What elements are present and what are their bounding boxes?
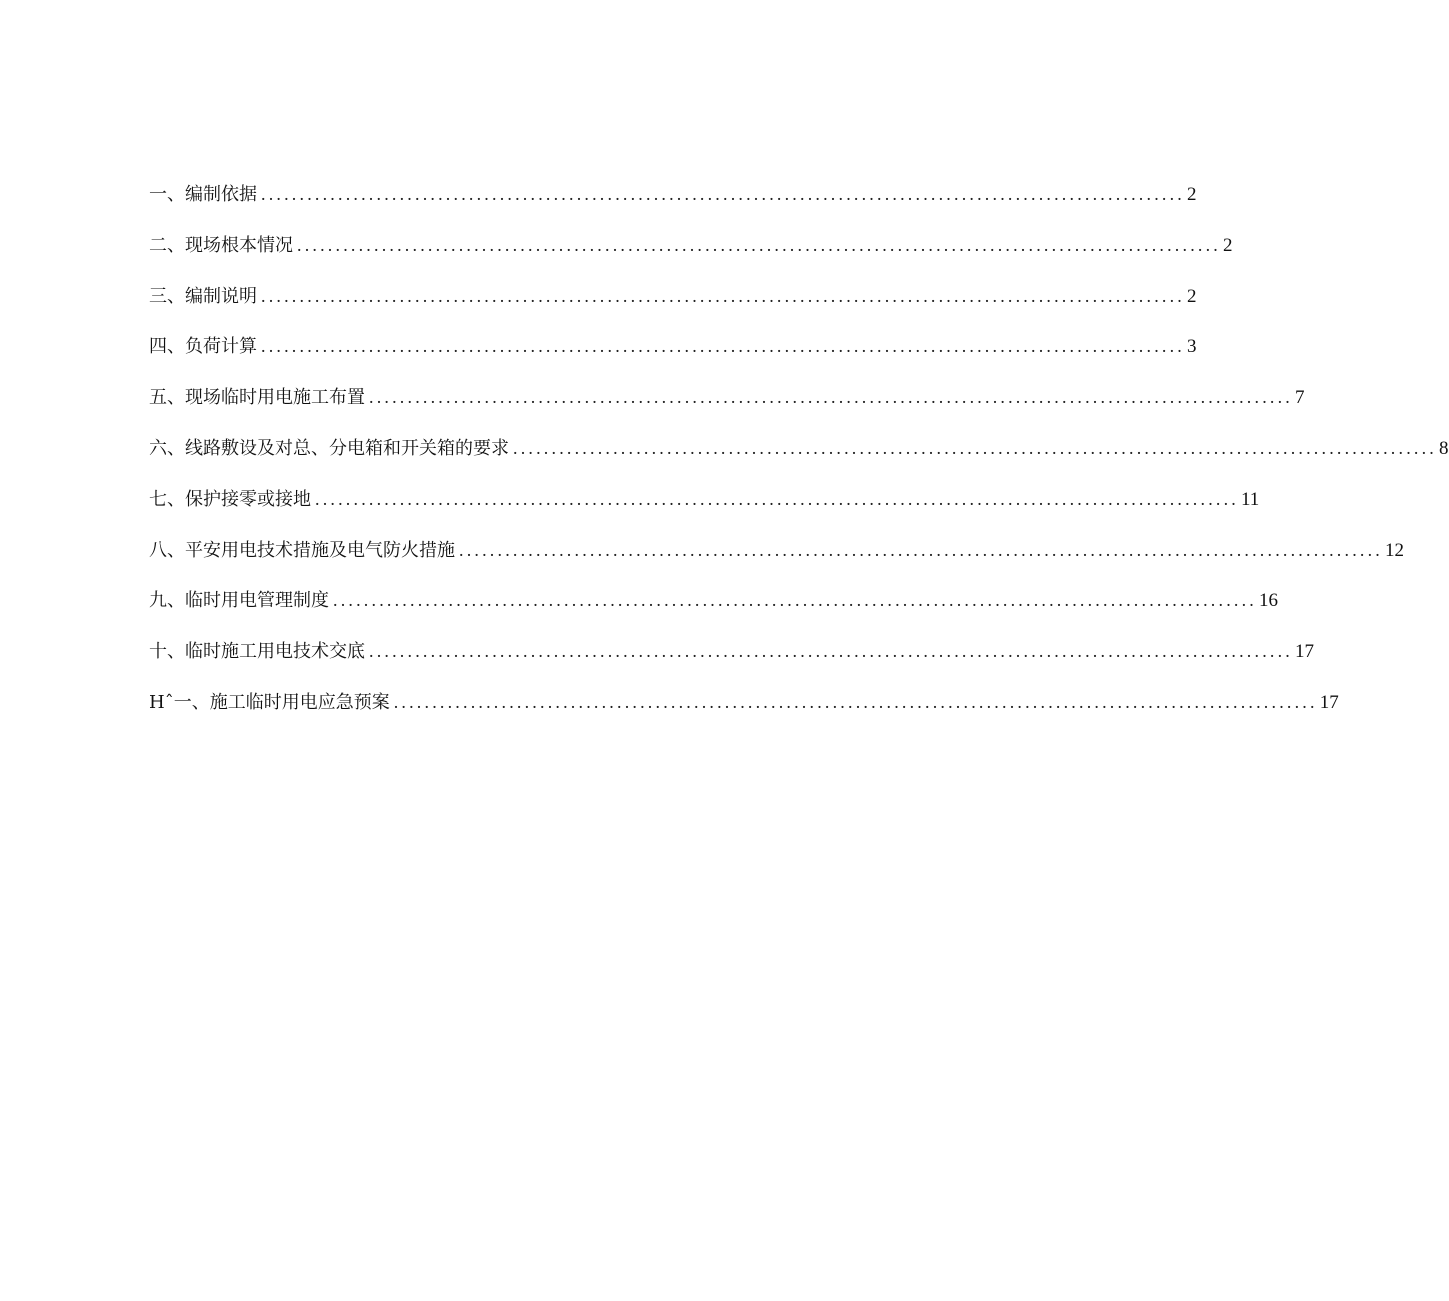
dot-leader: ........................................................................................................................ <box>297 234 1221 255</box>
toc-entry-page: 2 <box>1187 285 1197 307</box>
dot-leader: ........................................................................................................................ <box>261 336 1185 357</box>
toc-entry[interactable] <box>149 689 1339 740</box>
toc-entry-page: 17 <box>1319 691 1339 713</box>
toc-entry[interactable] <box>149 537 1404 588</box>
dot-leader: ........................................................................................................................ <box>261 285 1185 306</box>
toc-entry-title: 十、临时施工用电技术交底 <box>149 641 365 663</box>
toc-entry[interactable] <box>149 283 1197 334</box>
toc-entry-page: 3 <box>1187 336 1197 358</box>
toc-entry-page: 7 <box>1295 387 1305 409</box>
toc-entry-title: 七、保护接零或接地 <box>149 488 311 510</box>
dot-leader: ........................................................................................................................ <box>333 590 1257 611</box>
toc-entry-title: 五、现场临时用电施工布置 <box>149 387 365 409</box>
toc-entry-title: Hˆ一、施工临时用电应急预案 <box>149 691 390 713</box>
toc-entry[interactable] <box>149 333 1197 384</box>
toc-entry[interactable] <box>149 181 1197 232</box>
toc-entry-title: 九、临时用电管理制度 <box>149 590 329 612</box>
toc-entry[interactable] <box>149 384 1305 435</box>
toc-entry[interactable] <box>149 435 1449 486</box>
toc-entry-title: 八、平安用电技术措施及电气防火措施 <box>149 539 455 561</box>
toc-entry-page: 16 <box>1259 590 1278 612</box>
toc-entry[interactable] <box>149 232 1233 283</box>
dot-leader: ........................................................................................................................ <box>369 387 1293 408</box>
toc-entry-page: 12 <box>1385 539 1404 561</box>
dot-leader: ........................................................................................................................ <box>369 641 1293 662</box>
dot-leader: ........................................................................................................................ <box>459 539 1383 560</box>
toc-entry-title: 四、负荷计算 <box>149 336 257 358</box>
dot-leader: ........................................................................................................................ <box>261 184 1185 204</box>
toc-entry-page: 11 <box>1241 488 1260 510</box>
toc-entry[interactable] <box>149 587 1278 638</box>
toc-entry-page: 8 <box>1439 437 1449 459</box>
toc-entry-title: 三、编制说明 <box>149 285 257 307</box>
dot-leader: ........................................................................................................................ <box>393 691 1318 712</box>
dot-leader: ........................................................................................................................ <box>315 488 1239 509</box>
toc-entry-title: 二、现场根本情况 <box>149 234 293 256</box>
toc-entry-page: 2 <box>1223 234 1233 256</box>
toc-entry-page: 2 <box>1187 184 1197 205</box>
toc-entry[interactable] <box>149 638 1314 689</box>
toc-entry-title: 一、编制依据 <box>149 184 257 205</box>
dot-leader: ........................................................................................................................ <box>513 437 1437 458</box>
toc-entry[interactable] <box>149 486 1260 537</box>
toc-entry-title: 六、线路敷设及对总、分电箱和开关箱的要求 <box>149 437 509 459</box>
table-of-contents <box>149 181 1449 740</box>
toc-entry-page: 17 <box>1295 641 1314 663</box>
